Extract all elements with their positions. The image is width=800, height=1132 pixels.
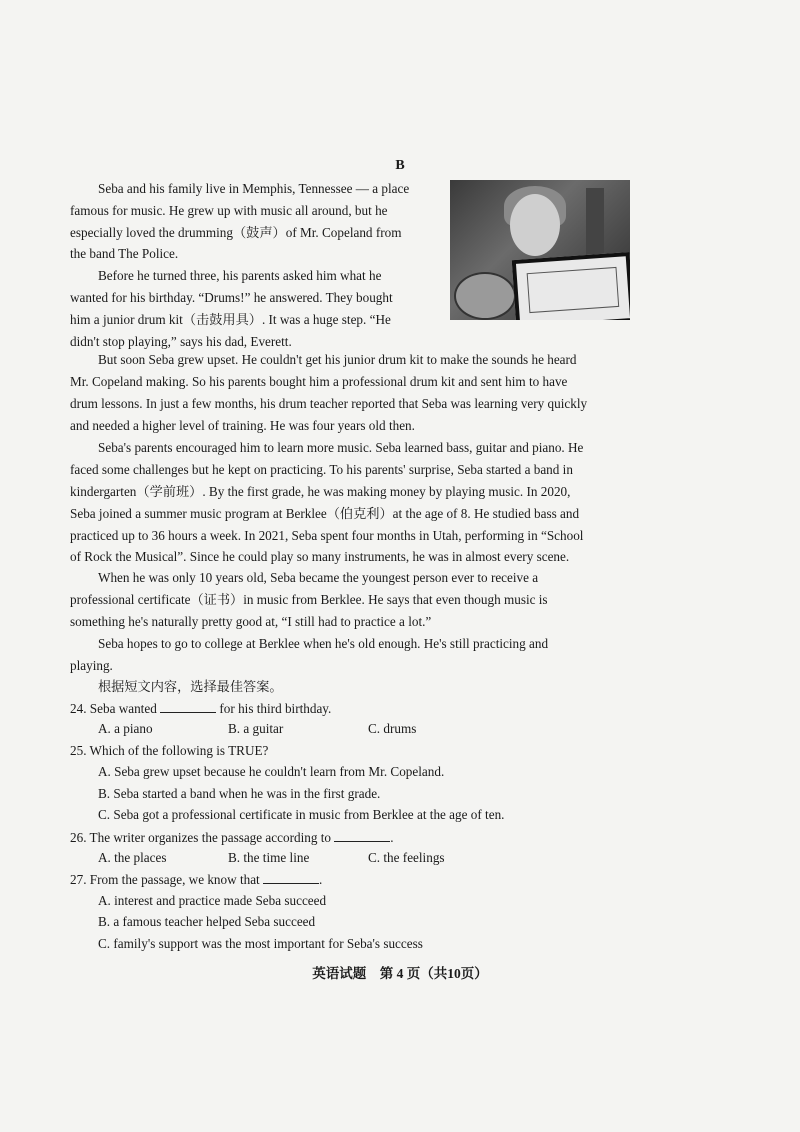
passage-line: drum lessons. In just a few months, his drum teacher reported that Seba was learning very quickly	[70, 396, 588, 411]
option-24-c: C. drums	[368, 721, 417, 736]
passage-line: practiced up to 36 hours a week. In 2021, Seba spent four months in Utah, performing in “School	[70, 528, 584, 543]
question-25-stem: 25. Which of the following is TRUE?	[70, 743, 269, 758]
answer-blank	[160, 701, 216, 713]
question-26-stem-end: .	[390, 830, 394, 845]
page-footer: 英语试题 第 4 页（共10页）	[312, 966, 488, 981]
passage-line: famous for music. He grew up with music all around, but he	[70, 203, 388, 218]
passage-line: especially loved the drumming（鼓声）of Mr. Copeland from	[70, 225, 402, 240]
question-27	[70, 872, 322, 886]
option-26-c: C. the feelings	[368, 850, 445, 865]
passage-line: When he was only 10 years old, Seba became the youngest person ever to receive a	[98, 570, 539, 585]
option-27-a: A. interest and practice made Seba succeed	[98, 893, 327, 908]
passage-line: Seba's parents encouraged him to learn more music. Seba learned bass, guitar and piano. He	[98, 440, 584, 455]
question-27-stem: 27. From the passage, we know that	[70, 872, 260, 887]
drum-shape	[454, 272, 516, 320]
question-24-stem: 24. Seba wanted	[70, 701, 157, 716]
question-26-stem: 26. The writer organizes the passage according to	[70, 830, 331, 845]
question-26	[70, 830, 394, 844]
berklee-sign-shape	[586, 188, 604, 258]
passage-line: didn't stop playing,” says his dad, Everett.	[70, 334, 292, 349]
passage-line: of Rock the Musical”. Since he could play so many instruments, he was in almost every scene.	[70, 549, 570, 564]
passage-line: Seba and his family live in Memphis, Tennessee — a place	[98, 181, 410, 196]
option-26-b: B. the time line	[228, 850, 310, 865]
passage-line: kindergarten（学前班）. By the first grade, he was making money by playing music. In 2020,	[70, 484, 571, 499]
passage-line: faced some challenges but he kept on practicing. To his parents' surprise, Seba started a band in	[70, 462, 573, 477]
section-title: B	[395, 158, 405, 173]
option-25-c: C. Seba got a professional certificate in music from Berklee at the age of ten.	[98, 807, 505, 822]
seba-certificate-photo	[450, 180, 630, 320]
passage-line: Seba hopes to go to college at Berklee when he's old enough. He's still practicing and	[98, 636, 549, 651]
passage-line: Seba joined a summer music program at Berklee（伯克利）at the age of 8. He studied bass and	[70, 506, 580, 521]
option-26-a: A. the places	[98, 850, 167, 865]
passage-line: the band The Police.	[70, 246, 179, 261]
question-24-stem-end: for his third birthday.	[219, 701, 332, 716]
answer-blank	[334, 830, 390, 842]
option-25-a: A. Seba grew upset because he couldn't learn from Mr. Copeland.	[98, 764, 445, 779]
option-24-b: B. a guitar	[228, 721, 284, 736]
question-24	[70, 701, 331, 715]
instruction: 根据短文内容，选择最佳答案。	[98, 679, 283, 694]
question-27-stem-end: .	[319, 872, 323, 887]
passage-line: him a junior drum kit（击鼓用具）. It was a huge step. “He	[70, 312, 391, 327]
face-shape	[510, 194, 560, 256]
answer-blank	[263, 872, 319, 884]
option-27-b: B. a famous teacher helped Seba succeed	[98, 914, 316, 929]
passage-line: playing.	[70, 658, 113, 673]
option-27-c: C. family's support was the most important for Seba's success	[98, 936, 423, 951]
certificate-shape	[512, 252, 630, 320]
passage-line: and needed a higher level of training. He was four years old then.	[70, 418, 415, 433]
passage-line: professional certificate（证书）in music from Berklee. He says that even though music is	[70, 592, 548, 607]
option-24-a: A. a piano	[98, 721, 153, 736]
passage-line: something he's naturally pretty good at, “I still had to practice a lot.”	[70, 614, 432, 629]
passage-line: Mr. Copeland making. So his parents bought him a professional drum kit and sent him to have	[70, 374, 568, 389]
option-25-b: B. Seba started a band when he was in the first grade.	[98, 786, 381, 801]
passage-line: But soon Seba grew upset. He couldn't get his junior drum kit to make the sounds he heard	[98, 352, 577, 367]
passage-line: Before he turned three, his parents asked him what he	[98, 268, 382, 283]
passage-line: wanted for his birthday. “Drums!” he answered. They bought	[70, 290, 393, 305]
